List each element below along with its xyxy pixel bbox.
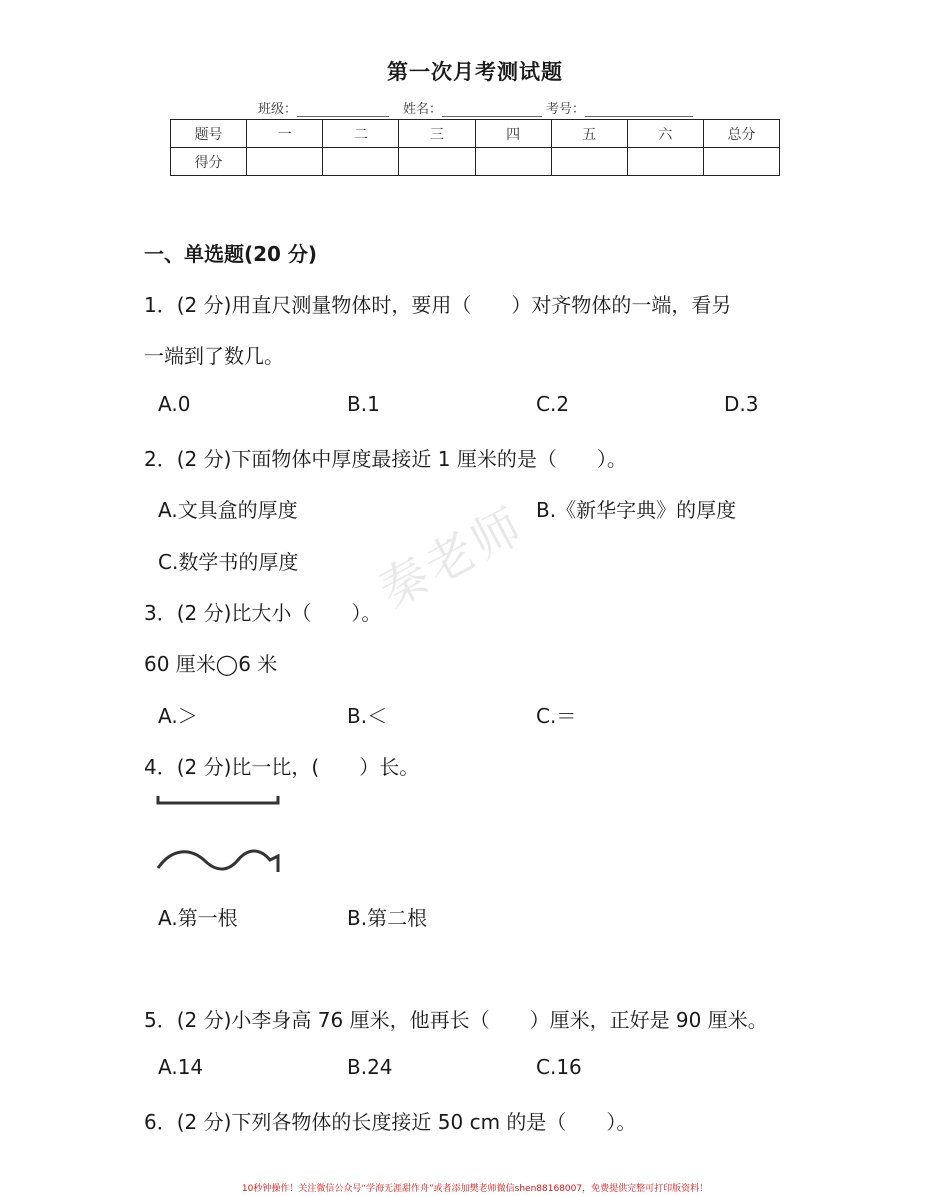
score-table-header-row (171, 120, 780, 148)
page-title: 第一次月考测试题 (387, 60, 563, 84)
question-2-text: 2．(2 分)下面物体中厚度最接近 1 厘米的是（ ）。 (144, 447, 627, 471)
question-1-option-d: D.3 (724, 392, 759, 416)
score-header-cell: 题号 (171, 120, 247, 148)
class-field (258, 98, 389, 117)
name-label: 姓名： (403, 102, 443, 117)
score-table-score-row (171, 148, 780, 176)
score-header-cell: 一 (247, 120, 323, 148)
question-5-option-c: C.16 (536, 1055, 582, 1079)
question-1-option-a: A.0 (158, 392, 191, 416)
name-blank (442, 102, 542, 117)
question-5-option-b: B.24 (347, 1055, 393, 1079)
score-header-cell: 六 (627, 120, 703, 148)
question-3-option-c: C.＝ (536, 704, 577, 728)
class-blank (297, 102, 389, 117)
question-3-comparison: 60 厘米◯6 米 (144, 652, 278, 676)
question-6-text: 6．(2 分)下列各物体的长度接近 50 cm 的是（ ）。 (144, 1110, 637, 1134)
score-table (170, 119, 780, 176)
straight-line-figure (158, 796, 278, 803)
score-header-cell: 总分 (703, 120, 779, 148)
question-4-lines-figure (150, 790, 290, 885)
question-2-option-c: C.数学书的厚度 (158, 550, 299, 574)
question-1-line1: 1．(2 分)用直尺测量物体时，要用（ ）对齐物体的一端，看另 (144, 293, 732, 317)
score-cell (399, 148, 475, 176)
score-row-label: 得分 (171, 148, 247, 176)
question-1-option-c: C.2 (536, 392, 570, 416)
exam-number-field (546, 98, 693, 117)
class-label: 班级： (258, 102, 298, 117)
score-header-cell: 三 (399, 120, 475, 148)
question-1-option-b: B.1 (347, 392, 380, 416)
score-cell (627, 148, 703, 176)
footer-note: 10秒钟操作！关注微信公众号“学海无涯甜作舟”或者添加樊老师微信shen88168007，免费提供完整可打印版资料！ (241, 1184, 709, 1194)
question-3-text: 3．(2 分)比大小（ ）。 (144, 601, 382, 625)
score-cell (475, 148, 551, 176)
exam-number-label: 考号： (546, 102, 586, 117)
score-cell (703, 148, 779, 176)
watermark: 秦老师 (370, 496, 535, 620)
question-3-option-b: B.＜ (347, 704, 388, 728)
question-4-text: 4．(2 分)比一比，( ）长。 (144, 755, 420, 779)
score-cell (323, 148, 399, 176)
section-heading: 一、单选题(20 分) (144, 242, 318, 266)
score-header-cell: 二 (323, 120, 399, 148)
question-3-option-a: A.＞ (158, 704, 198, 728)
question-5-option-a: A.14 (158, 1055, 204, 1079)
name-field (403, 98, 542, 117)
question-2-option-b: B.《新华字典》的厚度 (536, 498, 737, 522)
wavy-line-figure (158, 851, 278, 872)
score-cell (551, 148, 627, 176)
question-1-line2: 一端到了数几。 (144, 344, 284, 368)
score-header-cell: 五 (551, 120, 627, 148)
question-5-text: 5．(2 分)小李身高 76 厘米，他再长（ ）厘米，正好是 90 厘米。 (144, 1008, 768, 1032)
exam-number-blank (585, 102, 693, 117)
question-4-option-b: B.第二根 (347, 906, 428, 930)
question-2-option-a: A.文具盒的厚度 (158, 498, 298, 522)
score-cell (247, 148, 323, 176)
score-header-cell: 四 (475, 120, 551, 148)
question-4-option-a: A.第一根 (158, 906, 238, 930)
